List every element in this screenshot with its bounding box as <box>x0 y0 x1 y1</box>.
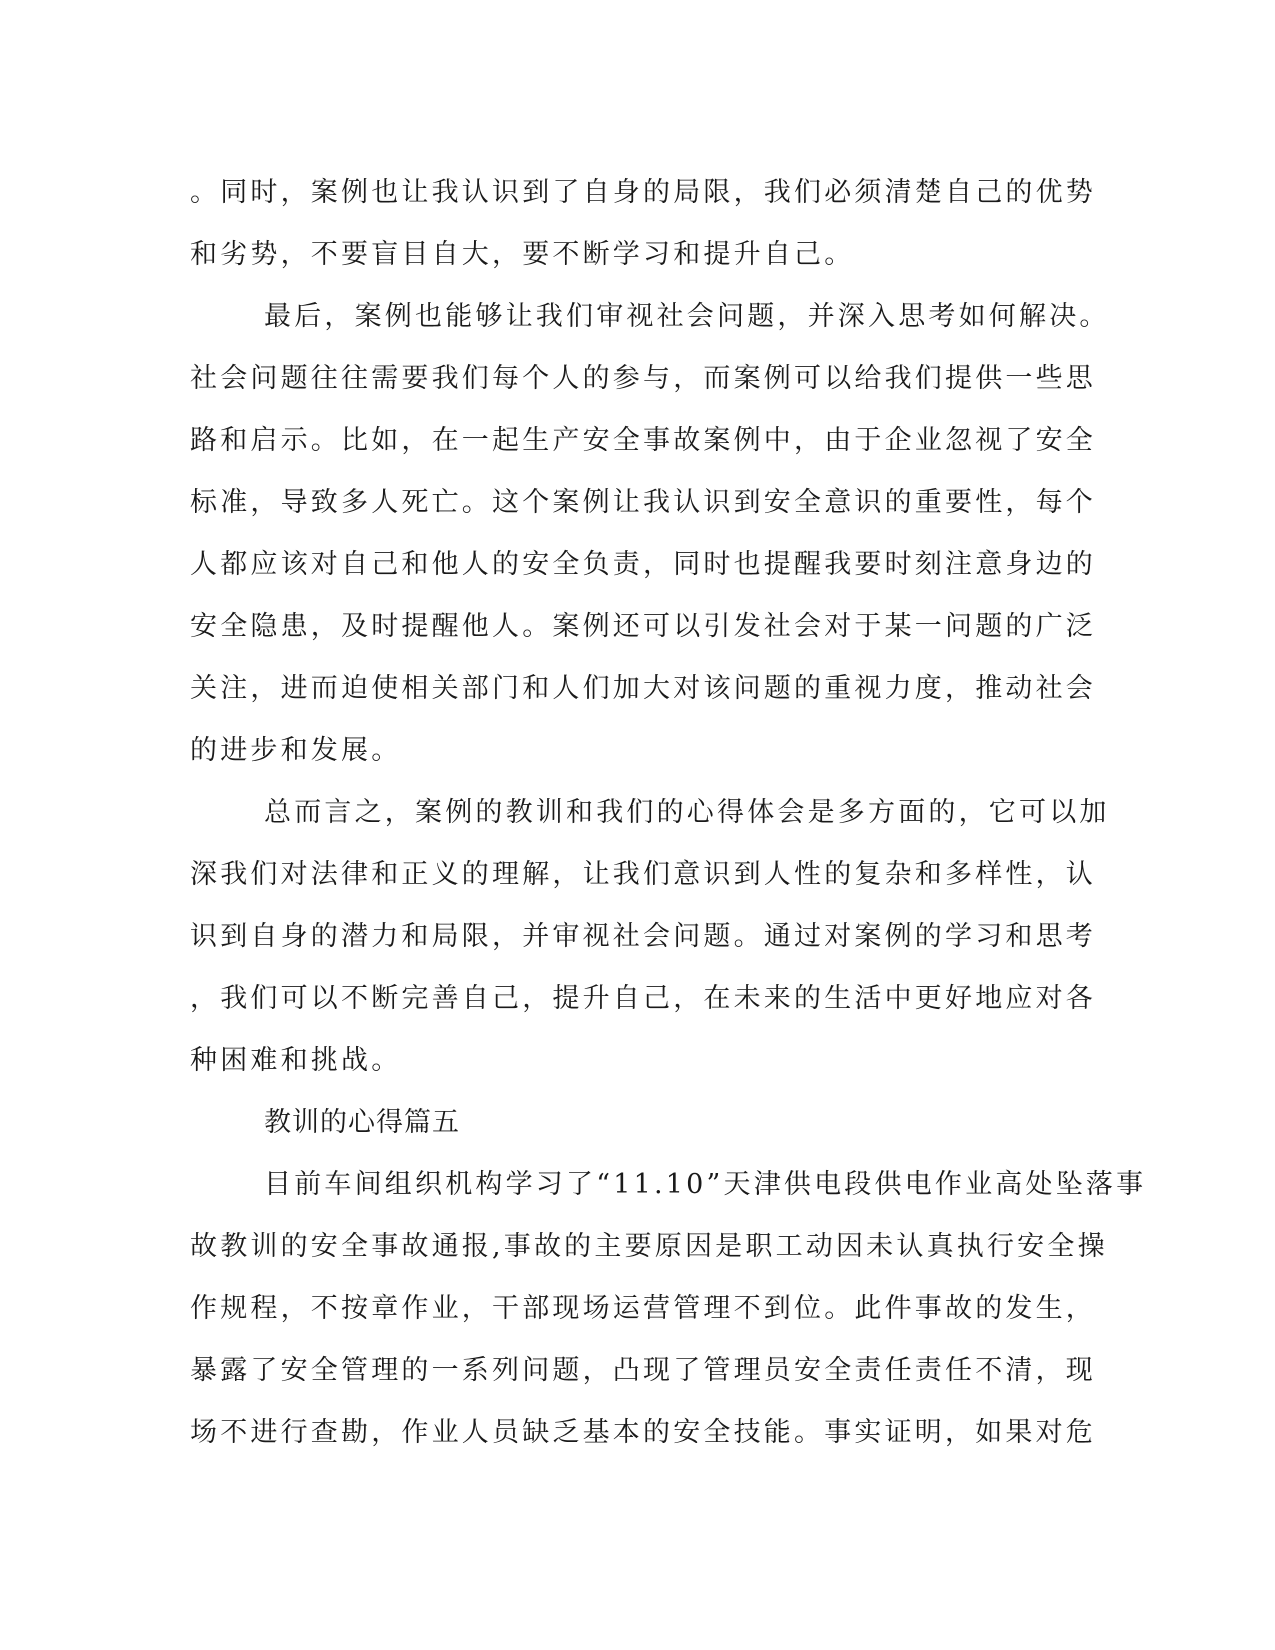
text-line: 人都应该对自己和他人的安全负责，同时也提醒我要时刻注意身边的 <box>190 549 1096 580</box>
section-heading: 教训的心得篇五 <box>264 1107 460 1138</box>
text-line: ，我们可以不断完善自己，提升自己，在未来的生活中更好地应对各 <box>190 983 1096 1014</box>
text-line: 故教训的安全事故通报,事故的主要原因是职工动因未认真执行安全操 <box>190 1231 1108 1262</box>
text-line: 暴露了安全管理的一系列问题，凸现了管理员安全责任责任不清，现 <box>190 1355 1096 1386</box>
text-line: 种困难和挑战。 <box>190 1045 402 1076</box>
text-line: 识到自身的潜力和局限，并审视社会问题。通过对案例的学习和思考 <box>190 921 1096 952</box>
text-line: 社会问题往往需要我们每个人的参与，而案例可以给我们提供一些思 <box>190 363 1096 394</box>
text-line: 场不进行查勘，作业人员缺乏基本的安全技能。事实证明，如果对危 <box>190 1417 1096 1448</box>
text-line: 路和启示。比如，在一起生产安全事故案例中，由于企业忽视了安全 <box>190 425 1096 456</box>
paragraph-start-line: 最后，案例也能够让我们审视社会问题，并深入思考如何解决。 <box>264 301 1110 332</box>
text-line: 。同时，案例也让我认识到了自身的局限，我们必须清楚自己的优势 <box>190 177 1096 208</box>
text-line: 关注，进而迫使相关部门和人们加大对该问题的重视力度，推动社会 <box>190 673 1096 704</box>
text-line: 的进步和发展。 <box>190 735 402 766</box>
text-line: 安全隐患，及时提醒他人。案例还可以引发社会对于某一问题的广泛 <box>190 611 1096 642</box>
text-line: 和劣势，不要盲目自大，要不断学习和提升自己。 <box>190 239 855 270</box>
paragraph-start-line: 总而言之，案例的教训和我们的心得体会是多方面的，它可以加 <box>264 797 1110 828</box>
document-body <box>190 162 1147 1464</box>
paragraph-start-line: 目前车间组织机构学习了“11.10”天津供电段供电作业高处坠落事 <box>264 1169 1147 1200</box>
text-line: 作规程，不按章作业，干部现场运营管理不到位。此件事故的发生， <box>190 1293 1096 1324</box>
text-line: 标准，导致多人死亡。这个案例让我认识到安全意识的重要性，每个 <box>190 487 1096 518</box>
text-line: 深我们对法律和正义的理解，让我们意识到人性的复杂和多样性，认 <box>190 859 1096 890</box>
